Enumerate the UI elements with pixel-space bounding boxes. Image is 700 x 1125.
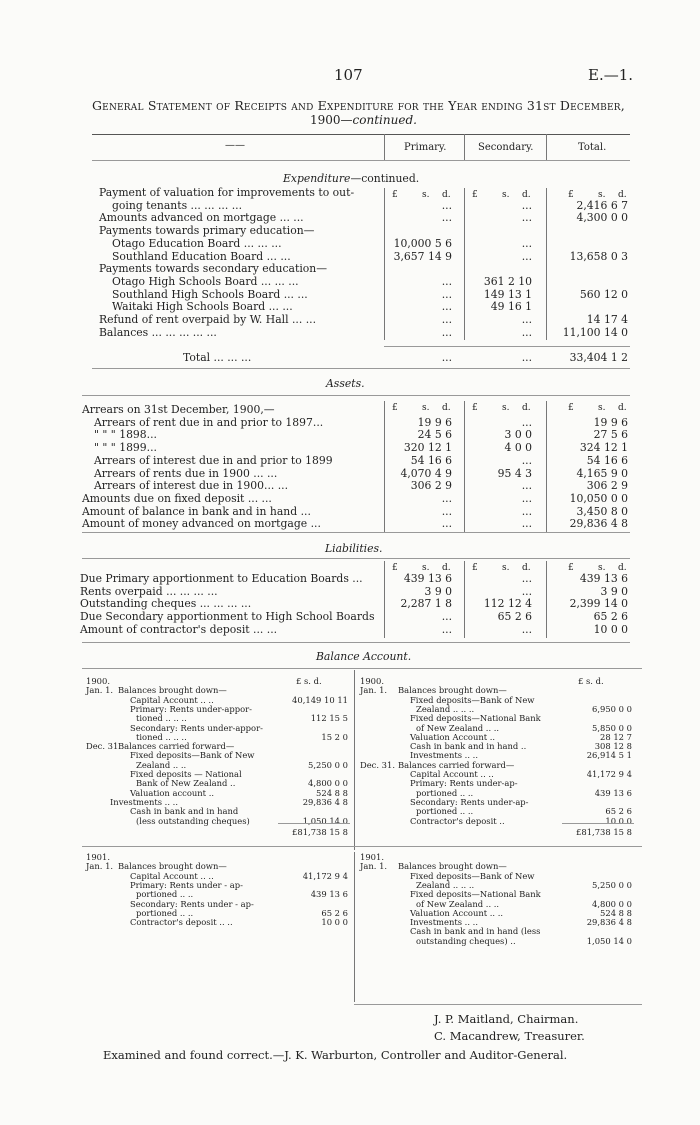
primary-amount: 3,657 14 9: [393, 249, 452, 263]
entry-amount: 524 8 8: [600, 907, 632, 918]
total-amount: 324 12 1: [579, 441, 628, 455]
expenditure-total-secondary: ...: [521, 351, 532, 364]
total-amount: 27 5 6: [593, 428, 628, 442]
entry-amount: 439 13 6: [594, 787, 632, 798]
entry-date: 1901.: [360, 852, 384, 862]
col-divider: [464, 134, 465, 160]
header-bottom-rule: [92, 160, 630, 161]
unit-pence: d.: [442, 563, 451, 573]
row-label: Due Secondary apportionment to High School Boards: [80, 610, 375, 624]
secondary-amount: ...: [521, 491, 532, 505]
unit-pound: £: [472, 190, 478, 200]
row-label: Balances ... ... ... ... ...: [99, 325, 217, 339]
primary-amount: ...: [441, 274, 452, 288]
unit-pound: £: [472, 563, 478, 573]
balance-units-left: £ s. d.: [296, 676, 322, 686]
entry-description: tioned .. .. ..: [136, 731, 187, 742]
entry-amount: 26,914 5 1: [586, 750, 632, 761]
col-divider: [546, 134, 547, 160]
unit-pound: £: [392, 563, 398, 573]
row-label: Arrears of rents due in 1900 ... ...: [94, 466, 278, 480]
entry-amount: 439 13 6: [310, 889, 348, 900]
page-number: 107: [334, 66, 363, 84]
entry-date: Jan. 1.: [86, 861, 114, 872]
secondary-amount: ...: [521, 504, 532, 518]
total-amount: 54 16 6: [586, 453, 628, 467]
total-rule: [562, 823, 634, 824]
entry-description: Primary: Rents under-ap-: [410, 778, 518, 789]
entry-description: Capital Account .. ..: [410, 769, 494, 779]
total-amount: 2,416 6 7: [576, 198, 628, 212]
primary-amount: ...: [441, 300, 452, 314]
total-amount: 2,399 14 0: [569, 597, 628, 611]
entry-description: Valuation account ..: [130, 787, 215, 798]
entry-description: Fixed deposits—Bank of New: [410, 694, 535, 705]
secondary-amount: 49 16 1: [490, 300, 532, 314]
balance-units-right: £ s. d.: [578, 676, 604, 686]
entry-amount: 41,172 9 4: [586, 769, 632, 779]
row-label: Amounts due on fixed deposit ... ...: [82, 491, 272, 505]
row-label: Amount of money advanced on mortgage ...: [82, 517, 321, 531]
total-amount: 11,100 14 0: [562, 325, 628, 339]
row-label: Amounts advanced on mortgage ... ...: [99, 211, 304, 225]
total-amount: 14 17 4: [586, 313, 628, 326]
primary-amount: ...: [441, 504, 452, 518]
total-amount: 560 12 0: [579, 287, 628, 301]
primary-amount: 3 9 0: [424, 584, 452, 598]
title-year: 1900—: [310, 113, 353, 127]
entry-description: Fixed deposits—Bank of New: [130, 750, 255, 761]
entry-amount: 15 2 0: [321, 731, 348, 742]
entry-amount: 5,250 0 0: [592, 879, 632, 890]
row-label: Due Primary apportionment to Education Boards ...: [80, 572, 363, 585]
column-header-blank: ——: [225, 140, 245, 151]
col-divider: [384, 134, 385, 160]
total-amount: 65 2 6: [593, 610, 628, 624]
secondary-amount: ...: [521, 415, 532, 429]
expenditure-total-total: 33,404 1 2: [569, 351, 628, 364]
secondary-amount: ...: [521, 236, 532, 250]
entry-amount: 308 12 8: [594, 741, 632, 752]
secondary-amount: 95 4 3: [497, 466, 532, 480]
row-label: Arrears on 31st December, 1900,—: [82, 403, 275, 416]
total-amount: 10 0 0: [593, 622, 628, 636]
unit-pence: d.: [442, 403, 451, 413]
statement-title: General Statement of Receipts and Expenditure for the Year ending 31st December,: [92, 98, 625, 113]
entry-description: Fixed deposits—National Bank: [410, 713, 541, 724]
entry-amount: 10 0 0: [321, 917, 348, 928]
primary-amount: 24 5 6: [417, 428, 452, 442]
unit-pence: d.: [442, 190, 451, 200]
balance-block1-left-total: £81,738 15 8: [292, 827, 348, 837]
entry-date: Jan. 1.: [360, 685, 388, 696]
entry-description: Valuation Account ..: [410, 731, 496, 742]
entry-date: 1901.: [86, 852, 110, 862]
entry-description: Capital Account .. ..: [130, 870, 214, 881]
row-label: going tenants ... ... ... ...: [112, 198, 243, 212]
expenditure-heading-italic: Expenditure: [283, 172, 351, 185]
unit-pound: £: [568, 563, 574, 573]
secondary-amount: ...: [521, 572, 532, 585]
total-amount: 19 9 6: [593, 415, 628, 429]
row-label: Southland High Schools Board ... ...: [112, 287, 308, 301]
section-rule: [82, 642, 630, 643]
unit-shilling: s.: [422, 190, 430, 200]
secondary-amount: 4 0 0: [504, 441, 532, 455]
secondary-amount: 65 2 6: [497, 610, 532, 624]
entry-description: Fixed deposits — National: [130, 769, 242, 779]
entry-amount: 29,836 4 8: [586, 917, 632, 928]
secondary-amount: 149 13 1: [483, 287, 532, 301]
expenditure-total-label: Total ... ... ...: [183, 351, 252, 364]
total-rule: [278, 823, 350, 824]
treasurer-signature: C. Macandrew, Treasurer.: [434, 1029, 585, 1043]
unit-pence: d.: [522, 190, 531, 200]
entry-amount: 6,950 0 0: [592, 703, 632, 714]
entry-description: Balances carried forward—: [118, 741, 235, 752]
expenditure-total-primary: ...: [441, 351, 452, 364]
primary-amount: 10,000 5 6: [393, 236, 452, 250]
row-label: Payments towards secondary education—: [99, 262, 328, 276]
primary-amount: ...: [441, 517, 452, 531]
row-label: Payment of valuation for improvements to out-: [99, 186, 355, 199]
entry-description: Balances carried forward—: [398, 759, 515, 770]
entry-description: Investments .. ..: [410, 917, 478, 928]
primary-amount: 320 12 1: [403, 441, 452, 455]
entry-date: Dec. 31.: [86, 741, 122, 752]
entry-amount: 29,836 4 8: [302, 796, 348, 807]
entry-description: Bank of New Zealand ..: [136, 778, 236, 789]
row-label: Refund of rent overpaid by W. Hall ... ...: [99, 313, 316, 326]
entry-date: Jan. 1.: [360, 861, 388, 872]
row-label: Arrears of interest due in and prior to 1899: [94, 453, 333, 467]
block-rule: [82, 846, 642, 847]
column-header-secondary: Secondary.: [478, 142, 534, 153]
unit-pence: d.: [618, 190, 627, 200]
entry-description: tioned .. .. ..: [136, 713, 187, 724]
primary-amount: 54 16 6: [410, 453, 452, 467]
row-label: Otago High Schools Board ... ... ...: [112, 274, 299, 288]
entry-description: of New Zealand .. ..: [416, 722, 500, 733]
unit-pound: £: [568, 190, 574, 200]
total-amount: 4,165 9 0: [576, 466, 628, 480]
entry-description: of New Zealand .. ..: [416, 898, 500, 909]
section-rule: [82, 558, 630, 559]
row-label: Amount of balance in bank and in hand ...: [82, 504, 311, 518]
entry-description: Secondary: Rents under-appor-: [130, 722, 263, 733]
entry-description: portioned .. ..: [136, 889, 194, 900]
balance-block1-right-total: £81,738 15 8: [576, 827, 632, 837]
entry-amount: 5,850 0 0: [592, 722, 632, 733]
total-amount: 29,836 4 8: [569, 517, 628, 531]
total-amount: 306 2 9: [586, 479, 628, 493]
table-top-rule: [92, 134, 630, 135]
primary-amount: 2,287 1 8: [400, 597, 452, 611]
total-amount: 10,050 0 0: [569, 491, 628, 505]
block-rule: [354, 1004, 642, 1005]
primary-amount: ...: [441, 610, 452, 624]
unit-pence: d.: [618, 403, 627, 413]
total-amount: 439 13 6: [579, 572, 628, 585]
section-rule: [82, 532, 630, 533]
expenditure-heading-rest: —continued.: [350, 172, 420, 185]
entry-description: Balances brought down—: [398, 685, 507, 696]
entry-amount: 10 0 0: [605, 815, 632, 826]
entry-amount: 65 2 6: [321, 907, 348, 918]
entry-amount: 40,149 10 11: [292, 694, 348, 705]
primary-amount: ...: [441, 211, 452, 225]
entry-description: Primary: Rents under-appor-: [130, 703, 252, 714]
row-label: Arrears of interest due in 1900... ...: [94, 479, 289, 493]
primary-amount: ...: [441, 198, 452, 212]
entry-description: Valuation Account .. ..: [410, 907, 504, 918]
account-divider: [354, 852, 355, 1002]
unit-shilling: s.: [422, 403, 430, 413]
unit-shilling: s.: [422, 563, 430, 573]
entry-description: Secondary: Rents under - ap-: [130, 898, 254, 909]
secondary-amount: ...: [521, 517, 532, 531]
entry-description: Fixed deposits—National Bank: [410, 889, 541, 900]
row-label: " " " 1899...: [94, 441, 157, 455]
unit-shilling: s.: [502, 403, 510, 413]
entry-description: Balances brought down—: [118, 685, 227, 696]
total-amount: 13,658 0 3: [569, 249, 628, 263]
section-heading-assets: Assets.: [326, 377, 365, 390]
entry-description: Fixed deposits—Bank of New: [410, 870, 535, 881]
entry-description: Investments .. ..: [410, 750, 478, 761]
entry-description: Cash in bank and in hand: [130, 806, 239, 817]
primary-amount: 4,070 4 9: [400, 466, 452, 480]
unit-shilling: s.: [502, 563, 510, 573]
section-rule: [82, 395, 630, 396]
entry-amount: 524 8 8: [316, 787, 348, 798]
entry-amount: 41,172 9 4: [302, 870, 348, 881]
total-rule: [384, 346, 630, 347]
primary-amount: ...: [441, 313, 452, 326]
entry-description: portioned .. ..: [136, 907, 194, 918]
row-label: Waitaki High Schools Board ... ...: [112, 300, 293, 314]
entry-date: Dec. 31.: [360, 759, 396, 770]
secondary-amount: ...: [521, 198, 532, 212]
entry-description: Zealand .. .. ..: [416, 703, 475, 714]
entry-description: Zealand .. ..: [136, 759, 187, 770]
chairman-signature: J. P. Maitland, Chairman.: [434, 1012, 579, 1026]
unit-shilling: s.: [502, 190, 510, 200]
secondary-amount: 3 0 0: [504, 428, 532, 442]
entry-description: outstanding cheques) ..: [416, 935, 516, 946]
unit-pound: £: [392, 190, 398, 200]
row-label: " " " 1898...: [94, 428, 157, 442]
entry-description: Cash in bank and in hand ..: [410, 741, 527, 752]
entry-date: 1900.: [86, 676, 110, 686]
entry-description: Secondary: Rents under-ap-: [410, 796, 529, 807]
total-amount: 3,450 8 0: [576, 504, 628, 518]
secondary-amount: ...: [521, 211, 532, 225]
secondary-amount: 112 12 4: [483, 597, 532, 611]
secondary-amount: ...: [521, 584, 532, 598]
primary-amount: ...: [441, 287, 452, 301]
entry-description: Capital Account .. ..: [130, 694, 214, 705]
entry-description: Cash in bank and in hand (less: [410, 926, 541, 937]
unit-pence: d.: [618, 563, 627, 573]
secondary-amount: ...: [521, 479, 532, 493]
primary-amount: ...: [441, 325, 452, 339]
column-header-total: Total.: [578, 142, 607, 153]
primary-amount: 19 9 6: [417, 415, 452, 429]
unit-shilling: s.: [598, 403, 606, 413]
entry-amount: 4,800 0 0: [592, 898, 632, 909]
entry-amount: 1,050 14 0: [302, 815, 348, 826]
unit-shilling: s.: [598, 563, 606, 573]
section-heading-liabilities: Liabilities.: [325, 542, 383, 555]
entry-amount: 65 2 6: [605, 806, 632, 817]
unit-pound: £: [392, 403, 398, 413]
entry-amount: 1,050 14 0: [586, 935, 632, 946]
entry-description: Contractor's deposit .. ..: [130, 917, 233, 928]
statement-title-line2: [310, 113, 417, 127]
entry-description: portioned .. ..: [416, 806, 474, 817]
unit-shilling: s.: [598, 190, 606, 200]
row-label: Rents overpaid ... ... ... ...: [80, 584, 218, 598]
entry-description: Investments .. ..: [110, 796, 178, 807]
primary-amount: ...: [441, 491, 452, 505]
section-rule: [92, 368, 630, 369]
section-rule: [82, 668, 642, 669]
entry-amount: 28 12 7: [600, 731, 632, 742]
audit-certificate: Examined and found correct.—J. K. Warburton, Controller and Auditor-General.: [103, 1048, 568, 1062]
row-label: Outstanding cheques ... ... ... ...: [80, 597, 252, 611]
entry-description: Balances brought down—: [118, 861, 227, 872]
total-amount: 3 9 0: [600, 584, 628, 598]
column-header-primary: Primary.: [404, 142, 447, 153]
total-amount: 4,300 0 0: [576, 211, 628, 225]
row-label: Payments towards primary education—: [99, 224, 315, 238]
entry-amount: 112 15 5: [310, 713, 348, 724]
primary-amount: 306 2 9: [410, 479, 452, 493]
row-label: Otago Education Board ... ... ...: [112, 236, 282, 250]
unit-pound: £: [472, 403, 478, 413]
primary-amount: ...: [441, 622, 452, 636]
unit-pence: d.: [522, 403, 531, 413]
title-continued: continued.: [352, 113, 417, 127]
entry-date: Jan. 1.: [86, 685, 114, 696]
secondary-amount: ...: [521, 249, 532, 263]
secondary-amount: ...: [521, 622, 532, 636]
entry-description: Contractor's deposit ..: [410, 815, 505, 826]
account-divider: [354, 670, 355, 850]
unit-pound: £: [568, 403, 574, 413]
secondary-amount: ...: [521, 325, 532, 339]
entry-description: Primary: Rents under - ap-: [130, 879, 243, 890]
row-label: Amount of contractor's deposit ... ...: [80, 622, 278, 636]
unit-pence: d.: [522, 563, 531, 573]
entry-description: portioned .. ..: [416, 787, 474, 798]
secondary-amount: ...: [521, 453, 532, 467]
primary-amount: 439 13 6: [403, 572, 452, 585]
entry-description: Balances brought down—: [398, 861, 507, 872]
entry-description: (less outstanding cheques): [136, 815, 250, 826]
section-heading-balance-account: Balance Account.: [316, 650, 412, 663]
secondary-amount: 361 2 10: [483, 274, 532, 288]
entry-amount: 5,250 0 0: [308, 759, 348, 770]
row-label: Southland Education Board ... ...: [112, 249, 291, 263]
entry-date: 1900.: [360, 676, 384, 686]
section-heading-expenditure: [283, 172, 419, 185]
row-label: Arrears of rent due in and prior to 1897...: [94, 415, 324, 429]
document-reference: E.—1.: [588, 66, 634, 84]
secondary-amount: ...: [521, 313, 532, 326]
entry-description: Zealand .. .. ..: [416, 879, 475, 890]
entry-amount: 4,800 0 0: [308, 778, 348, 789]
